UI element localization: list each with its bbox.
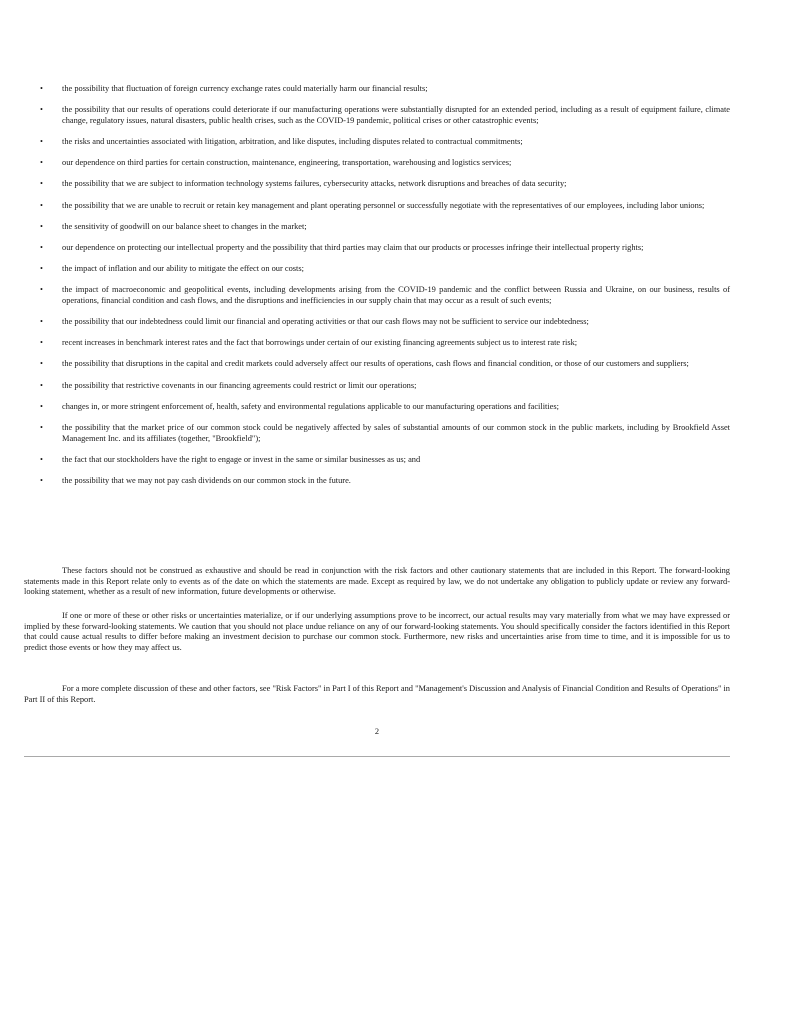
list-item-text: the possibility that restrictive covenants in our financing agreements could restrict or limit our operations; [62,380,417,390]
list-item [0,423,791,444]
list-item-text: the risks and uncertainties associated with litigation, arbitration, and like disputes, including disputes related to contractual commitments; [62,136,523,146]
list-item-text: the possibility that fluctuation of foreign currency exchange rates could materially harm our financial results; [62,84,428,93]
list-item [0,476,791,487]
list-item-text: the sensitivity of goodwill on our balance sheet to changes in the market; [62,221,307,231]
list-item [0,137,791,148]
bullet-marker: • [40,401,43,411]
bullet-marker: • [40,285,43,295]
list-item-text: the possibility that we are unable to recruit or retain key management and plant operating personnel or successfully negotiate with the representatives of our employees, including labor unions; [62,200,705,210]
bullet-marker: • [40,475,43,485]
list-item-text: our dependence on third parties for certain construction, maintenance, engineering, transportation, warehousing and logistics services; [62,158,512,168]
bullet-marker: • [40,105,43,115]
list-item [0,84,791,95]
bullet-marker: • [40,423,43,432]
list-item [0,381,791,392]
bullet-marker: • [40,221,43,231]
risk-factor-list [0,84,791,497]
list-item-text: the fact that our stockholders have the right to engage or invest in the same or similar businesses as us; and [62,454,421,464]
list-item-text: changes in, or more stringent enforcement of, health, safety and environmental regulations applicable to our manufacturing operations and facilities; [62,401,559,411]
list-item-text: the possibility that our results of operations could deteriorate if our manufacturing operations were substantially disrupted for an extended period, including as a result of equipment failure, climate change, regulatory issues, natural disasters, public health crises, such as the COVID-19 pandemic, political crises or other catastrophic events; [62,105,730,125]
bullet-marker: • [40,264,43,274]
list-item-text: our dependence on protecting our intellectual property and the possibility that third parties may claim that our products or processes infringe their intellectual property rights; [62,242,644,252]
paragraph-cautionary: These factors should not be construed as exhaustive and should be read in conjunction with the risk factors and other cautionary statements that are included in this Report. The forward-looking statements made in this Report relate only to events as of the date on which the statements are made. Except as required by law, we do not undertake any obligation to publicly update or review any forward-looking statement, whether as a result of new information, future developments or otherwise. [24,566,730,597]
list-item [0,179,791,190]
list-item [0,243,791,254]
list-item [0,222,791,233]
list-item [0,455,791,466]
list-item-text: the possibility that the market price of our common stock could be negatively affected by sales of substantial amounts of our common stock in the public markets, including by Brookfield Asset Management Inc. and its affiliates (together, "Brookfield"); [62,423,730,443]
list-item [0,264,791,275]
list-item-text: the impact of inflation and our ability to mitigate the effect on our costs; [62,264,304,274]
list-item [0,359,791,370]
bullet-marker: • [40,84,43,93]
list-item [0,105,791,126]
list-item [0,201,791,212]
bullet-marker: • [40,359,43,369]
list-item-text: the possibility that we may not pay cash dividends on our common stock in the future. [62,475,351,485]
bullet-marker: • [40,158,43,168]
bullet-marker: • [40,454,43,464]
paragraph-further-discussion: For a more complete discussion of these and other factors, see "Risk Factors" in Part I of this Report and "Management's Discussion and Analysis of Financial Condition and Results of Operations" in Part II of this Report. [24,684,730,704]
page-divider [24,756,730,757]
page-number: 2 [374,727,380,736]
list-item-text: the impact of macroeconomic and geopolitical events, including developments arising from the COVID-19 pandemic and the conflict between Russia and Ukraine, on our business, results of operations, financial condition and cash flows, and the disruptions and inefficiencies in our supply chain that may occur as a result of such events; [62,285,730,305]
list-item-text: the possibility that our indebtedness could limit our financial and operating activities or that our cash flows may not be sufficient to service our indebtedness; [62,317,589,327]
list-item [0,285,791,306]
bullet-marker: • [40,136,43,146]
list-item-text: the possibility that disruptions in the capital and credit markets could adversely affect our results of operations, cash flows and financial condition, or those of our customers and suppliers; [62,359,689,369]
bullet-marker: • [40,338,43,348]
list-item [0,402,791,413]
bullet-marker: • [40,200,43,210]
bullet-marker: • [40,242,43,252]
paragraph-risks-materialize: If one or more of these or other risks or uncertainties materialize, or if our underlying assumptions prove to be incorrect, our actual results may vary materially from what we may have expressed or implied by these forward-looking statements. We caution that you should not place undue reliance on any of our forward-looking statements. You should specifically consider the factors identified in this Report that could cause actual results to differ before making an investment decision to purchase our common stock. Furthermore, new risks and uncertainties arise from time to time, and it is impossible for us to predict those events or how they may affect us. [24,611,730,652]
bullet-marker: • [40,380,43,390]
list-item-text: the possibility that we are subject to information technology systems failures, cybersecurity attacks, network disruptions and breaches of data security; [62,179,567,189]
bullet-marker: • [40,179,43,189]
bullet-marker: • [40,317,43,327]
list-item-text: recent increases in benchmark interest rates and the fact that borrowings under certain of our existing financing agreements subject us to interest rate risk; [62,338,578,348]
list-item [0,317,791,328]
list-item [0,158,791,169]
list-item [0,338,791,349]
